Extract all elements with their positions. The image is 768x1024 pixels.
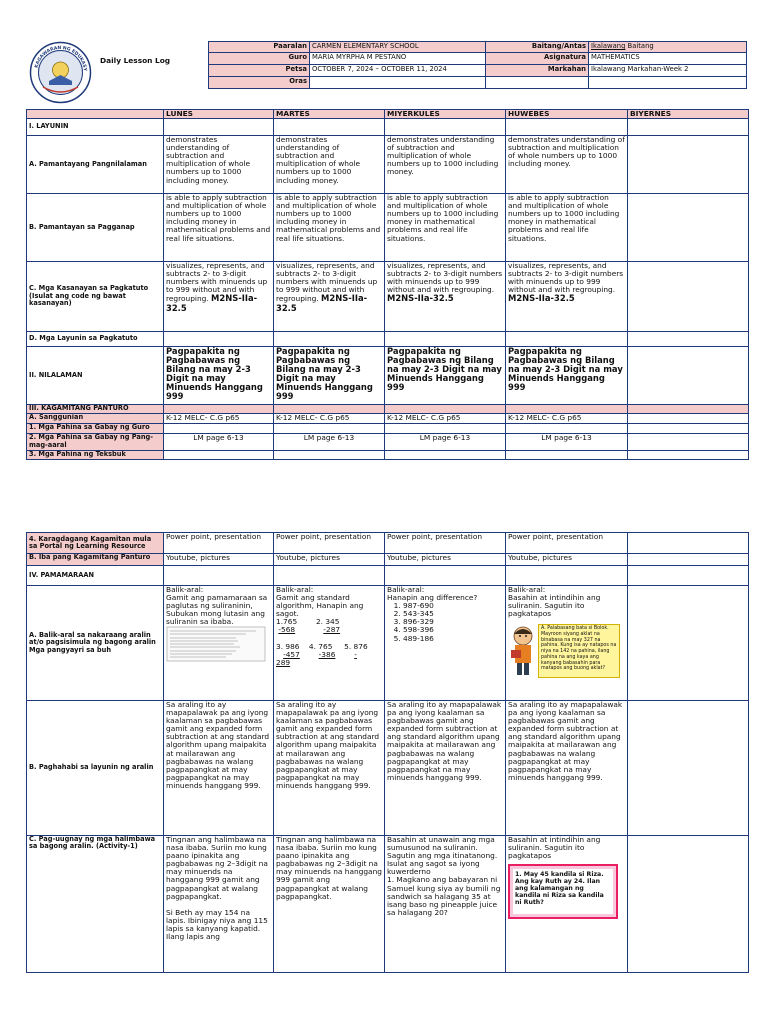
section-kagamitan: III. KAGAMITANG PANTURO [27,405,164,414]
cell-balik-tue [274,586,385,701]
cell-text: K-12 MELC- C.G p65 [385,414,506,424]
empty-cell [164,405,274,414]
cell-text: K-12 MELC- C.G p65 [164,414,274,424]
cell-text: demonstrates understanding of subtraction and multiplication of whole numbers up to 1000 including money. [506,136,628,194]
cell-text: 289 [276,657,291,667]
empty-cell [628,554,749,566]
empty-cell [274,566,385,586]
cell-text: K-12 MELC- C.G p65 [274,414,385,424]
boy-reading-picture [508,624,620,678]
cell-text: 3. 986 4. 765 5. 876 [276,641,368,651]
cell-text: Youtube, pictures [506,554,628,566]
cell-text: Youtube, pictures [385,554,506,566]
cell-text: is able to apply subtraction and multiplication of whole numbers up to 1000 including money in mathematical problems and real life situations. [274,194,385,262]
cell-text: demonstrates understanding of subtraction and multiplication of whole numbers up to 1000 including money. [385,136,506,194]
empty-cell [274,451,385,460]
empty-cell [506,424,628,434]
cell-text: Sa araling ito ay mapapalawak pa ang iyong kaalaman sa pagbabawas gamit ang expanded form subtraction at ang standard algorithm upang maipakita at mailarawan ang pagbabawas na walang pagpapangkat at may pagpapangkat na may minuends hanggang 999. [164,701,274,836]
empty-cell [274,332,385,347]
cell-balik-thu [506,586,628,701]
empty-cell [628,414,749,424]
day-header-huwebes: HUWEBES [506,110,628,119]
cell-text: demonstrates understanding of subtraction and multiplication of whole numbers up to 1000 including money. [164,136,274,194]
label-markahan: Markahan [486,65,589,77]
cell-text: Tingnan ang halimbawa na nasa ibaba. Suriin mo kung paano ipinakita ang pagbabawas ng 2–3digit na may minuends na hanggang 999 gamit ang pagpapangkat at walang pagpapangkat. [166,835,268,901]
cell-text: Power point, presentation [274,533,385,554]
section-pamamaraan: IV. PAMAMARAAN [27,566,164,586]
lesson-table-2 [26,532,749,973]
cell-pag-uugnay-thu [506,836,628,973]
boy-icon [508,624,538,678]
cell-text: Pagpapakita ng Pagbabawas ng Bilang na may 2-3 Digit na may Minuends Hanggang 999 [164,347,274,405]
empty-cell [385,566,506,586]
candle-problem-card [508,864,618,919]
document-title: Daily Lesson Log [100,56,171,65]
list-item: 1. 987-690 [403,602,503,610]
empty-cell [385,405,506,414]
cell-text: Tingnan ang halimbawa na nasa ibaba. Suriin mo kung paano ipinakita ang pagbabawas ng 2–3digit na may minuends na hanggang 999 gamit ang pagpapangkat at walang pagpapangkat. [274,836,385,973]
difference-list [387,602,503,642]
cell-text: Pagpapakita ng Pagbabawas ng Bilang na may 2-3 Digit na may Minuends Hanggang 999 [506,347,628,405]
empty-cell [385,451,506,460]
empty-cell [274,119,385,136]
cell-text: Power point, presentation [164,533,274,554]
value-oras [310,77,486,89]
header-table [208,41,747,89]
value-baitang: Ikalawang Baitang [589,42,747,53]
day-header-miyerkules: MIYERKULES [385,110,506,119]
row-label-pamantayang: A. Pamantayang Pangnilalaman [27,136,164,194]
cell-text: Pagpapakita ng Pagbabawas ng Bilang na may 2-3 Digit na may Minuends Hanggang 999 [385,347,506,405]
empty-cell [506,451,628,460]
cell-text: Sa araling ito ay mapapalawak pa ang iyong kaalaman sa pagbabawas gamit ang expanded form subtraction at ang standard algorithm upang maipakita at mailarawan ang pagbabawas na walang pagpapangkat at may pagpapangkat na may minuends hanggang 999. [506,701,628,836]
empty-cell [274,424,385,434]
row-label-nilalaman: II. NILALAMAN [27,347,164,405]
cell-text: Balik-aral: Basahin at intindihin ang suliranin. Sagutin ito pagkatapos [508,585,601,619]
empty-cell [506,119,628,136]
cell-text: Youtube, pictures [164,554,274,566]
cell-text: demonstrates understanding of subtraction and multiplication of whole numbers up to 1000 including money. [274,136,385,194]
logo-seal [29,41,92,104]
cell-text: Power point, presentation [506,533,628,554]
cell-text: Sa araling ito ay mapapalawak pa ang iyong kaalaman sa pagbabawas gamit ang expanded form subtraction at ang standard algorithm upang maipakita at mailarawan ang pagbabawas na walang pagpapangkat at may pagpapangkat na may minuends hanggang 999. [385,701,506,836]
cell-text: is able to apply subtraction and multiplication of whole numbers up to 1000 including money in mathematical problems and real life situations. [164,194,274,262]
row-label-gabay-guro: 1. Mga Pahina sa Gabay ng Guro [27,424,164,434]
empty-cell [506,332,628,347]
empty-cell [164,566,274,586]
row-label-pagganap: B. Pamantayan sa Pagganap [27,194,164,262]
cell-text: Pagpapakita ng Pagbabawas ng Bilang na may 2-3 Digit na may Minuends Hanggang 999 [274,347,385,405]
label-asignatura: Asignatura [486,53,589,65]
empty-cell [589,77,747,89]
corner-cell [27,110,164,119]
row-label-karagdagan: 4. Karagdagang Kagamitan mula sa Portal ng Learning Resource [27,533,164,554]
empty-cell [164,119,274,136]
cell-text: Basahin at unawain ang mga sumusunod na suliranin. Sagutin ang mga itinatanong. Isulat ang sagot sa iyong kuwerderno 1. Magkano ang babayaran ni Samuel kung siya ay bumili ng sandwich sa halagang 35 at isang baso ng pineapple juice sa halagang 20? [385,836,506,973]
cell-text: Si Beth ay may 154 na lapis. Ibinigay niya ang 115 lapis sa kanyang kapatid. Ilang lapis ang [166,907,268,942]
empty-cell [628,332,749,347]
day-header-lunes: LUNES [164,110,274,119]
empty-cell [628,262,749,332]
empty-cell [628,194,749,262]
problem-card: A. Palabasang bata si Bolok. Mayroon siyang aklat na binabasa na may 327 na pahina. Kung isa ay natapos na niya na 142 na pahina, ilang pahina na ang kaya ang kanyang babasahin para matapos ang buong aklat? [538,624,620,678]
cell-text: is able to apply subtraction and multiplication of whole numbers up to 1000 including money in mathematical problems and real life situations. [385,194,506,262]
row-label-sanggunian: A. Sanggunian [27,414,164,424]
empty-cell [506,566,628,586]
section-layunin: I. LAYUNIN [27,119,164,136]
cell-text: LM page 6-13 [274,434,385,451]
value-markahan: Ikalawang Markahan-Week 2 [589,65,747,77]
cell-text: visualizes, represents, and subtracts 2- to 3-digit numbers with minuends up to 999 without and with regrouping. M2NS-IIa-32.5 [164,262,274,332]
empty-cell [628,586,749,701]
cell-text: -457 -386 - [283,649,357,659]
cell-text: LM page 6-13 [506,434,628,451]
empty-cell [486,77,589,89]
lesson-table-1 [26,109,749,460]
empty-cell [628,347,749,405]
empty-cell [628,136,749,194]
row-label-kasanayan: C. Mga Kasanayan sa Pagkatuto (Isulat ang code ng bawat kasanayan) [27,262,164,332]
empty-cell [628,566,749,586]
list-item: 2. 543-345 [403,610,503,618]
empty-cell [385,332,506,347]
cell-balik-wed [385,586,506,701]
list-item: 4. 598-396 [403,626,503,634]
cell-text: visualizes, represents, and subtracts 2- to 3-digit numbers with minuends up to 999 without and with regrouping. M2NS-IIa-32.5 [274,262,385,332]
empty-cell [628,836,749,973]
row-label-pag-uugnay: C. Pag-uugnay ng mga halimbawa sa bagong aralin. (Activity-1) [27,836,164,973]
empty-cell [274,405,385,414]
empty-cell [628,424,749,434]
empty-cell [628,434,749,451]
row-label-balik-aral: A. Balik-aral sa nakaraang aralin at/o pagsisimula ng bagong aralin Mga pangyayri sa buh [27,586,164,701]
empty-cell [628,451,749,460]
empty-cell [506,405,628,414]
empty-cell [628,119,749,136]
empty-cell [164,332,274,347]
cell-text: K-12 MELC- C.G p65 [506,414,628,424]
cell-text: -568 -287 [278,625,341,635]
row-label-iba: B. Iba pang Kagamitang Panturo [27,554,164,566]
cell-text: Power point, presentation [385,533,506,554]
row-label-teksbuk: 3. Mga Pahina ng Teksbuk [27,451,164,460]
cell-text: LM page 6-13 [385,434,506,451]
empty-cell [385,424,506,434]
svg-text:KAGAWARAN NG EDUKASYON: KAGAWARAN NG EDUKASY [34,45,87,72]
row-label-gabay-pang: 2. Mga Pahina sa Gabay ng Pang-mag-aaral [27,434,164,451]
cell-text: is able to apply subtraction and multiplication of whole numbers up to 1000 including money in mathematical problems and real life situations. [506,194,628,262]
cell-text: LM page 6-13 [164,434,274,451]
value-guro: MARIA MYRPHA M PESTANO [310,53,486,65]
empty-cell [628,701,749,836]
empty-cell [164,451,274,460]
day-header-martes: MARTES [274,110,385,119]
cell-pag-uugnay-mon [164,836,274,973]
label-oras: Oras [209,77,310,89]
empty-cell [628,533,749,554]
cell-balik-mon [164,586,274,701]
cell-text: Balik-aral: Gamit ang pamamaraan sa paglutas ng suliraninin, Subukan mong lutasin ang suliranin sa ibaba. [166,585,268,627]
list-item: 5. 489-186 [403,635,503,643]
label-paaralan: Paaralan [209,42,310,53]
list-item: 3. 896-329 [403,618,503,626]
cell-text: Basahin at intindihin ang suliranin. Sagutin ito pagkatapos [508,835,601,861]
value-asignatura: MATHEMATICS [589,53,747,65]
label-guro: Guro [209,53,310,65]
cell-text: Youtube, pictures [274,554,385,566]
cell-text: Balik-aral: Gamit ang standard algorithm, Hanapin ang sagot. [276,585,364,619]
cell-text: visualizes, represents, and subtracts 2- to 3-digit numbers with minuends up to 999 without and with regrouping. M2NS-IIa-32.5 [385,262,506,332]
value-petsa: OCTOBER 7, 2024 – OCTOBER 11, 2024 [310,65,486,77]
day-header-biyernes: BIYERNES [628,110,749,119]
empty-cell [628,405,749,414]
label-baitang: Baitang/Antas [486,42,589,53]
empty-cell [164,424,274,434]
row-label-layunin-pagkatuto: D. Mga Layunin sa Pagkatuto [27,332,164,347]
cell-text: Sa araling ito ay mapapalawak pa ang iyong kaalaman sa pagbabawas gamit ang expanded form subtraction at ang standard algorithm upang maipakita at mailarawan ang pagbabawas na walang pagpapangkat at may pagpapangkat na may minuends hanggang 999. [274,701,385,836]
label-petsa: Petsa [209,65,310,77]
card-text: 1. May 45 kandila si Riza. Ang kay Ruth ay 24. Ilan ang kalamangan ng kandila ni Riza sa kandila ni Ruth? [513,869,613,914]
row-label-paghahabi: B. Paghahabi sa layunin ng aralin [27,701,164,836]
value-paaralan: CARMEN ELEMENTARY SCHOOL [310,42,486,53]
worksheet-thumbnail [166,626,266,662]
cell-text: visualizes, represents, and subtracts 2- to 3-digit numbers with minuends up to 999 without and with regrouping. M2NS-IIa-32.5 [506,262,628,332]
cell-text: Balik-aral: Hanapin ang difference? [387,585,478,603]
cell-text: 1.765 2. 345 [276,617,340,627]
empty-cell [385,119,506,136]
